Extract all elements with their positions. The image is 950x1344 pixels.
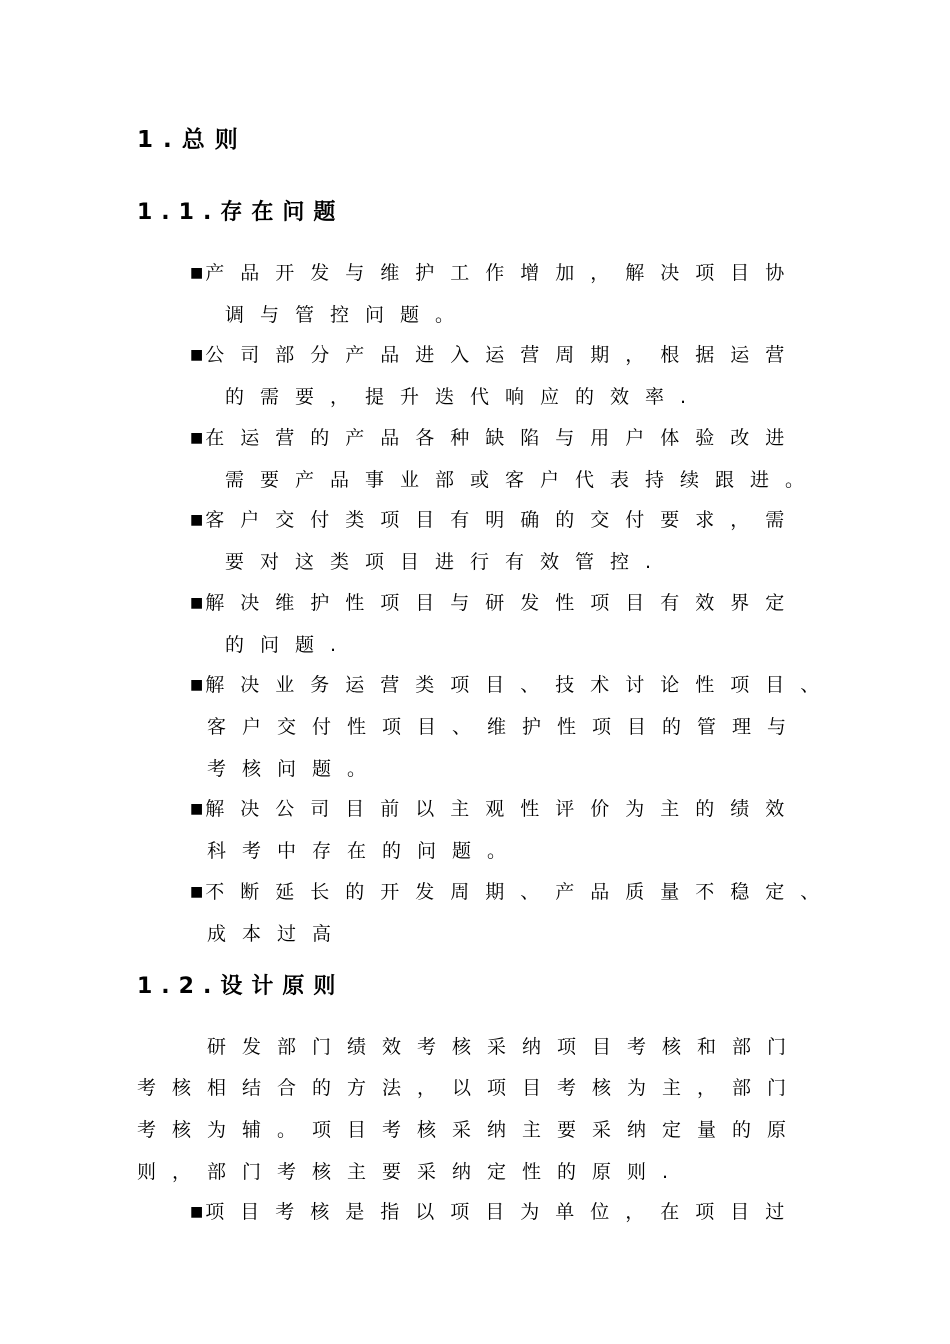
list-item-continuation: 需要产品事业部或客户代表持续跟进。 [225,469,821,491]
list-item-continuation: 的问题. [225,634,353,656]
list-item: ■ 产品开发与维护工作增加，解决项目协 [190,262,801,284]
paragraph-line: 则，部门考核主要采纳定性的原则. [137,1161,685,1183]
square-bullet-icon: ■ [190,677,204,693]
list-item: ■ 解决公司目前以主观性评价为主的绩效 [190,798,801,820]
list-item: ■ 在运营的产品各种缺陷与用户体验改进 [190,427,801,449]
square-bullet-icon: ■ [190,1204,204,1220]
section-heading: 1.总则 [137,127,248,153]
subsection-heading-issues: 1.1.存在问题 [137,200,345,225]
paragraph-line: 考核为辅。项目考核采纳主要采纳定量的原 [137,1119,803,1141]
square-bullet-icon: ■ [190,884,204,900]
list-item: ■ 公司部分产品进入运营周期，根据运营 [190,344,801,366]
list-item: ■ 解决维护性项目与研发性项目有效界定 [190,592,801,614]
list-item: ■ 项目考核是指以项目为单位，在项目过 [190,1201,801,1223]
paragraph-line: 考核相结合的方法，以项目考核为主，部门 [137,1077,803,1099]
list-item-continuation: 要对这类项目进行有效管控. [225,551,668,573]
square-bullet-icon: ■ [190,347,204,363]
list-item-continuation: 的需要，提升迭代响应的效率. [225,386,703,408]
square-bullet-icon: ■ [190,265,204,281]
square-bullet-icon: ■ [190,430,204,446]
paragraph-line: 研发部门绩效考核采纳项目考核和部门 [207,1036,803,1058]
list-item: ■ 不断延长的开发周期、产品质量不稳定、 [190,881,836,903]
list-item-continuation: 调与管控问题。 [225,304,471,326]
subsection-heading-principles: 1.2.设计原则 [137,974,345,999]
list-item-continuation: 成本过高 [207,923,348,945]
list-item: ■ 客户交付类项目有明确的交付要求，需 [190,509,801,531]
list-item-continuation: 客户交付性项目、维护性项目的管理与 [207,716,803,738]
square-bullet-icon: ■ [190,595,204,611]
square-bullet-icon: ■ [190,512,204,528]
list-item-continuation: 考核问题。 [207,758,383,780]
square-bullet-icon: ■ [190,801,204,817]
list-item: ■ 解决业务运营类项目、技术讨论性项目、 [190,674,836,696]
list-item-continuation: 科考中存在的问题。 [207,840,523,862]
